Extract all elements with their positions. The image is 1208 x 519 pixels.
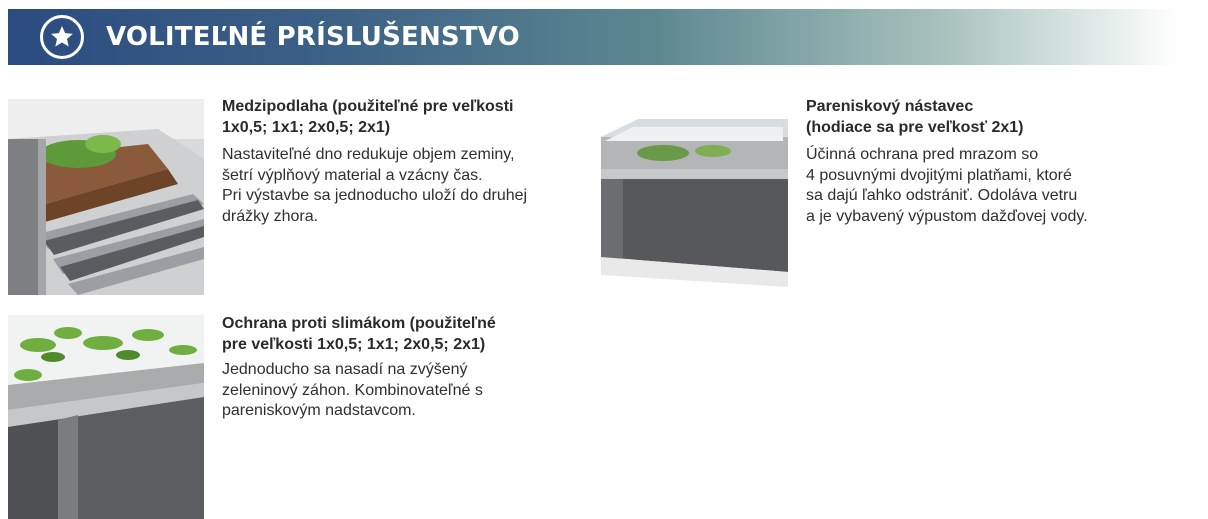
section-header-banner bbox=[8, 9, 1178, 65]
item-description: Nastaviteľné dno redukuje objem zeminy, šetrí výplňový material a vzácny čas. Pri výstavbe sa jednoducho uloží do druhej drážky zhora. bbox=[222, 146, 528, 225]
star-icon bbox=[40, 15, 84, 59]
item-description: Účinná ochrana pred mrazom so 4 posuvnými dvojitými platňami, ktoré sa dajú ľahko odstrániť. Odoláva vetru a je vybavený výpustom dažďovej vody. bbox=[806, 146, 1088, 225]
raised-bed-floor-photo bbox=[8, 99, 204, 295]
item-title: Pareniskový nástavec (hodiace sa pre veľkosť 2x1) bbox=[806, 98, 1024, 136]
item-description: Jednoducho sa nasadí na zvýšený zeleninový záhon. Kombinovateľné s pareniskovým nadstavcom. bbox=[222, 361, 483, 419]
item-title: Medzipodlaha (použiteľné pre veľkosti 1x0,5; 1x1; 2x0,5; 2x1) bbox=[222, 98, 514, 136]
item-title: Ochrana proti slimákom (použiteľné pre veľkosti 1x0,5; 1x1; 2x0,5; 2x1) bbox=[222, 315, 496, 353]
section-title: VOLITEĽNÉ PRÍSLUŠENSTVO bbox=[106, 22, 520, 52]
cold-frame-attachment-photo bbox=[593, 97, 793, 297]
snail-protection-photo bbox=[8, 315, 204, 519]
